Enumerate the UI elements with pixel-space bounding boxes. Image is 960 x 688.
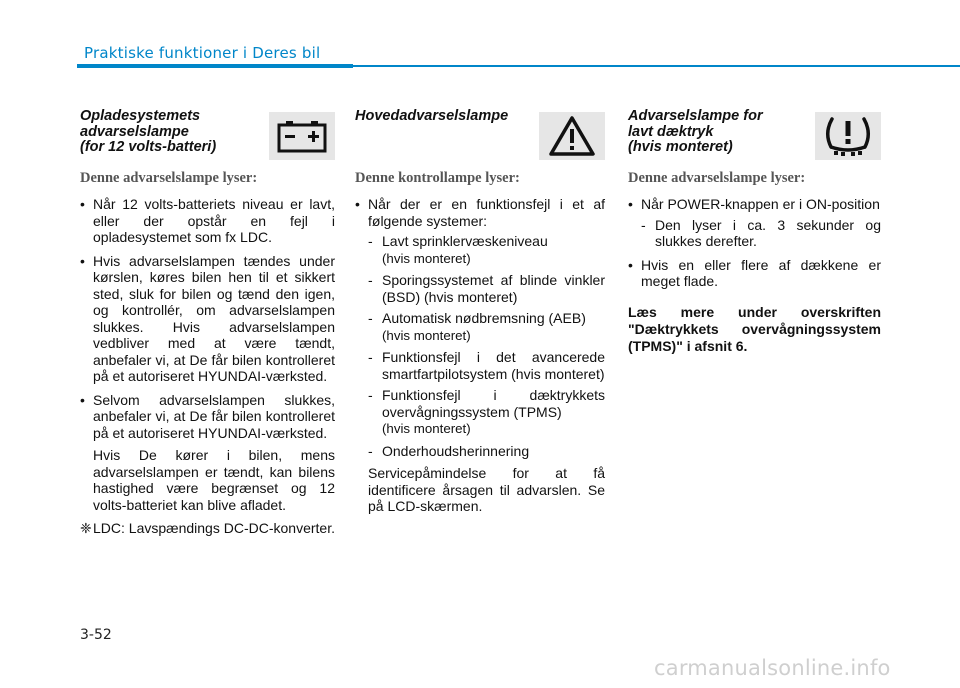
note-mark: ❈ [80, 520, 92, 536]
sub-note: (hvis monteret) [382, 421, 471, 436]
lamp-title: Denne advarselslampe lyser: [628, 170, 806, 186]
section-title [80, 108, 255, 156]
sub-text: Automatisk nødbremsning (AEB) [382, 310, 586, 326]
list-item: • Hvis en eller flere af dækkene er meget flade. [628, 256, 881, 289]
sub-item: - Automatisk nødbremsning (AEB) (hvis monteret) [368, 310, 586, 343]
list-item: • Hvis advarselslampen tændes under kørslen, køres bilen hen til et sikkert sted, sluk for bilen og tænd den igen, og kontrollér, om advarselslampen slukkes. Hvis advarselslampen vedbliver med at være tændt, anbefaler vi, at De får bilen kontrolleret på et autoriseret HYUNDAI-værksted. [80, 252, 335, 384]
header-title: Praktiske funktioner i Deres bil [84, 44, 321, 62]
sub-text: Lavt sprinklervæskeniveau [382, 233, 548, 249]
watermark: carmanualsonline.info [654, 656, 891, 680]
bullet-text: Selvom advarselslampen slukkes, anbefaler vi, at De får bilen kontrolleret på et autoriseret HYUNDAI-værksted. [93, 391, 335, 441]
list-item: • Når POWER-knappen er i ON-position - Den lyser i ca. 3 sekunder og slukkes derefter. [628, 196, 881, 249]
paragraph: Servicepåmindelse for at få identificere årsagen til advarslen. Se på LCD-skærmen. [368, 465, 605, 514]
bullet-text: Hvis advarselslampen tændes under kørslen, køres bilen hen til et sikkert sted, sluk for bilen og tænd den igen, og kontrollér, om advarselslampen slukkes. Hvis advarselslampen vedbliver med at være tændt, anbefaler vi, at De får bilen kontrolleret på et autoriseret HYUNDAI-værksted. [93, 252, 335, 384]
footnote [80, 520, 335, 537]
paragraph: Hvis De kører i bilen, mens advarselslampen er tændt, kan bilens hastighed være begrænset og 12 volts-batteriet kan blive afladet. [93, 447, 335, 513]
title-line: (hvis monteret) [628, 139, 733, 155]
title-line: lavt dæktryk [628, 123, 714, 140]
sub-item: - Den lyser i ca. 3 sekunder og slukkes derefter. [641, 216, 881, 249]
sub-text: Funktionsfejl i det avancerede smartfartpilotsystem (hvis monteret) [382, 349, 605, 382]
header-accent-bar [77, 64, 353, 68]
title-line: Opladesystemets [80, 108, 201, 124]
sub-text: Funktionsfejl i dæktrykkets overvågningssystem (TPMS) [382, 387, 605, 420]
page-number: 3-52 [80, 627, 112, 643]
warning-triangle-icon [539, 112, 605, 160]
title-line: Advarselslampe for [628, 108, 763, 124]
title-line: Hovedadvarselslampe [355, 108, 509, 124]
section-title [628, 108, 803, 156]
sub-item: - Funktionsfejl i det avancerede smartfartpilotsystem (hvis monteret) [368, 349, 605, 382]
bullet-text: Når POWER-knappen er i ON-position [641, 196, 880, 212]
title-line: (for 12 volts-batteri) [80, 139, 217, 155]
bullet-text: Hvis en eller flere af dækkene er meget flade. [641, 256, 881, 289]
sub-item: - Sporingssystemet af blinde vinkler (BSD) (hvis monteret) [368, 272, 605, 305]
master-warning-section [355, 108, 605, 522]
lamp-title: Denne kontrollampe lyser: [355, 170, 520, 186]
sub-note: (hvis monteret) [382, 327, 471, 343]
lamp-title: Denne advarselslampe lyser: [80, 170, 258, 186]
sub-text: Sporingssystemet af blinde vinkler (BSD) (hvis monteret) [382, 272, 605, 305]
sub-note: (hvis monteret) [382, 250, 471, 266]
sub-text: Onderhoudsherinnering [382, 442, 530, 459]
sub-item: - Funktionsfejl i dæktrykkets overvågningssystem (TPMS) (hvis monteret) [368, 387, 605, 436]
title-line: advarselslampe [80, 123, 189, 140]
header-rule [353, 65, 960, 67]
note-text: LDC: Lavspændings DC-DC-konverter. [93, 520, 335, 536]
sub-item: - Lavt sprinklervæskeniveau (hvis monteret) [368, 233, 548, 266]
list-item: • Selvom advarselslampen slukkes, anbefaler vi, at De får bilen kontrolleret på et autoriseret HYUNDAI-værksted. Hvis De kører i bilen, mens advarselslampen er tændt, kan bilens hastighed være begrænset og 12 volts-batteriet kan blive afladet. [80, 391, 335, 513]
tire-pressure-section [628, 108, 881, 355]
reference-paragraph: Læs mere under overskriften "Dæktrykkets overvågningssystem (TPMS)" i afsnit 6. [628, 303, 881, 354]
list-item: • Når der er en funktionsfejl i et af følgende systemer: - Lavt sprinklervæskeniveau (hvis monteret) - Sporingssystemet af blinde vinkler (BSD) (hvis monteret) - Automatisk nødbremsning (AEB) (hvis monteret) - Funktionsfejl i det avancerede smartfartpilotsystem (hvis monteret) - Funktionsfejl i dæktrykkets overvågningssystem (TPMS) (hvis monteret) - Onderhoudsherinnering Servicepåmindelse for at få identificere årsagen til advarslen. Se på LCD-skærmen. [355, 196, 605, 514]
sub-text: Den lyser i ca. 3 sekunder og slukkes derefter. [655, 216, 881, 249]
section-title [355, 108, 530, 125]
battery-icon [269, 112, 335, 160]
bullet-text: Når 12 volts-batteriets niveau er lavt, eller der opstår en fejl i opladesystemet som fx LDC. [93, 196, 335, 245]
list-item: • Når 12 volts-batteriets niveau er lavt, eller der opstår en fejl i opladesystemet som fx LDC. [80, 196, 335, 245]
sub-item: - Onderhoudsherinnering [368, 442, 530, 459]
tire-pressure-icon [815, 112, 881, 160]
bullet-text: Når der er en funktionsfejl i et af følgende systemer: [368, 196, 605, 229]
battery-warning-section [80, 108, 335, 537]
